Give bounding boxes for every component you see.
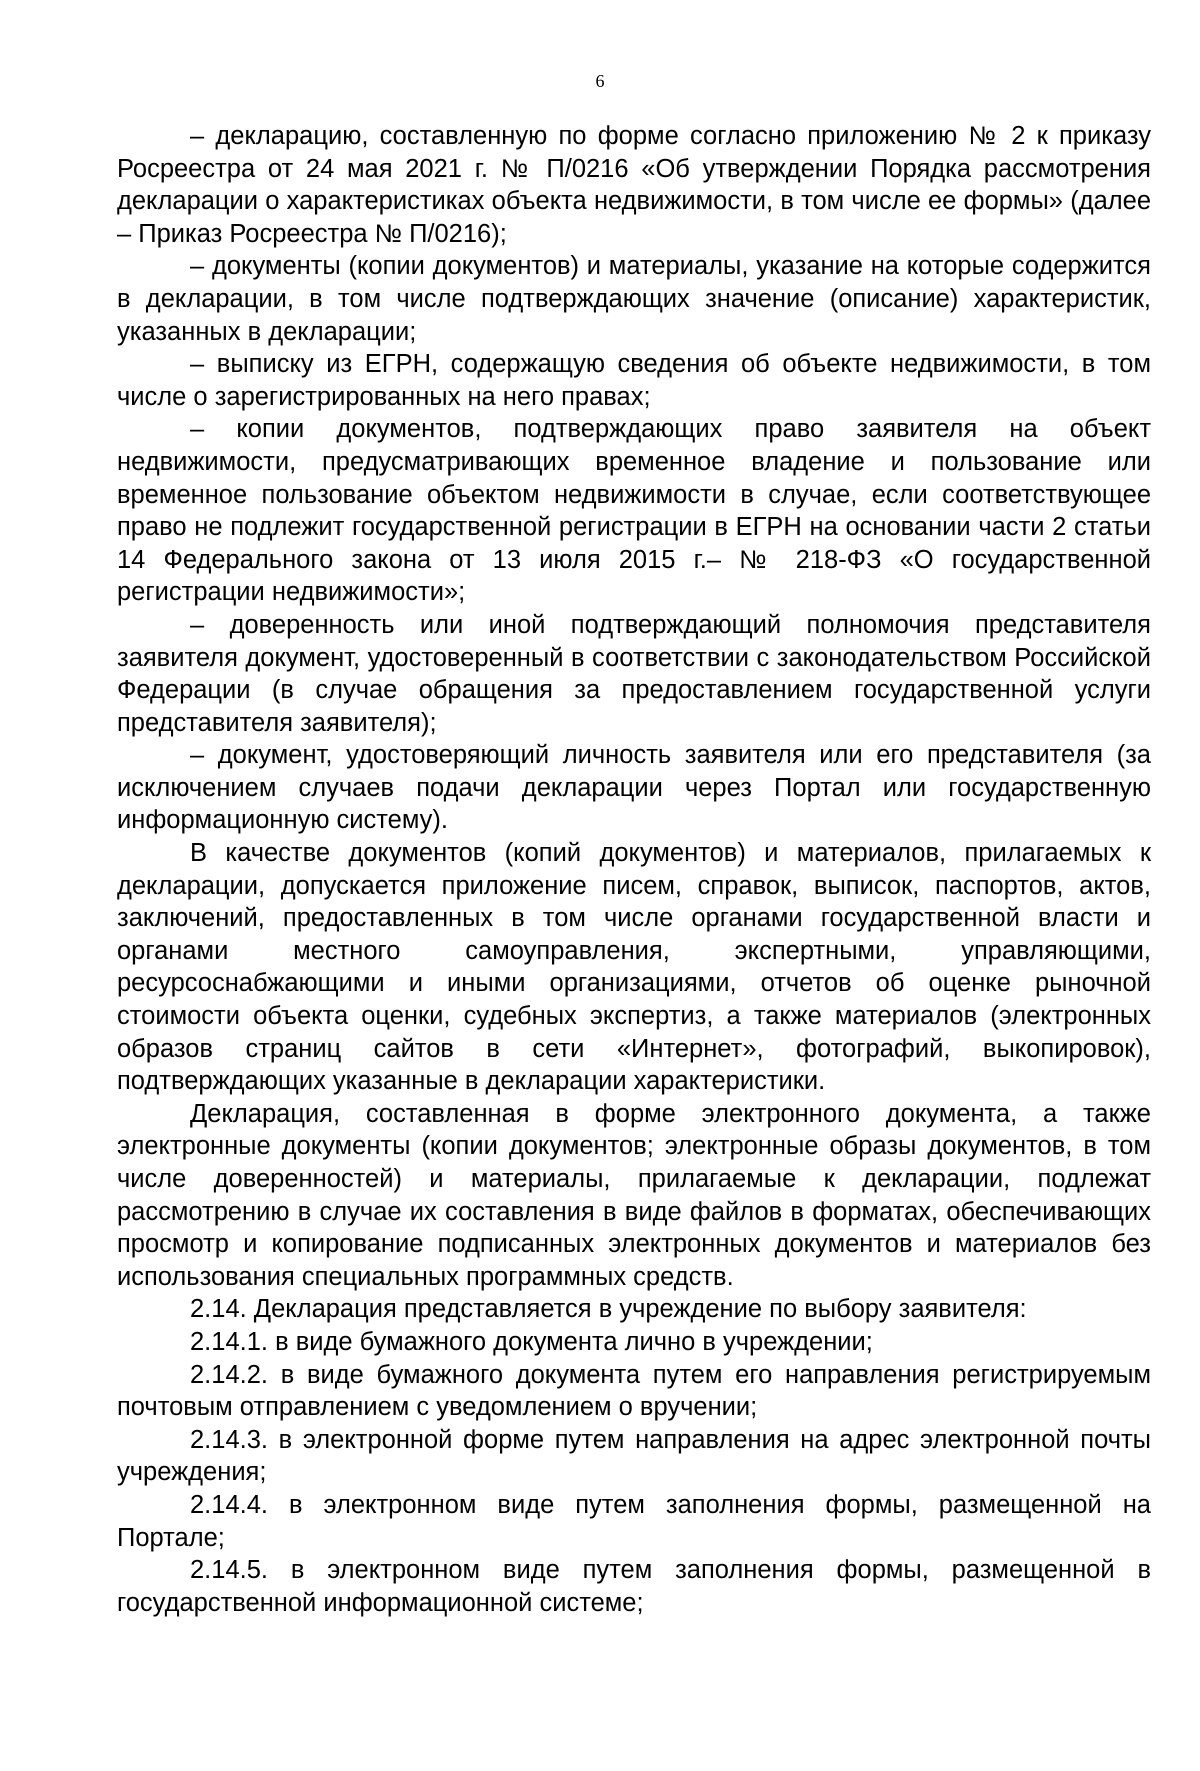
paragraph-2-14-3: 2.14.3. в электронной форме путем направления на адрес электронной почты учреждения; <box>117 1425 1151 1487</box>
page-number: 6 <box>595 71 605 91</box>
document-body <box>117 120 1151 1619</box>
paragraph-documents-materials: – документы (копии документов) и материалы, указание на которые содержится в декларации, в том числе подтверждающих значение (описание) характеристик, указанных в декларации; <box>117 252 1151 346</box>
paragraph-attached-materials: В качестве документов (копий документов) и материалов, прилагаемых к декларации, допускается приложение писем, справок, выписок, паспортов, актов, заключений, предоставленных в том числе органами государственной власти и органами местного самоуправления, экспертными, управляющими, ресурсоснабжающими и иными организациями, отчетов об оценке рыночной стоимости объекта оценки, судебных экспертиз, а также материалов (электронных образов страниц сайтов в сети «Интернет», фотографий, выкопировок), подтверждающих указанные в декларации характеристики. <box>117 839 1151 1096</box>
paragraph-2-14-5: 2.14.5. в электронном виде путем заполнения формы, размещенной в государственной информационной системе; <box>117 1556 1151 1617</box>
paragraph-identity-document: – документ, удостоверяющий личность заявителя или его представителя (за исключением случаев подачи декларации через Портал или государственную информационную систему). <box>117 741 1151 835</box>
paragraph-2-14-4: 2.14.4. в электронном виде путем заполнения формы, размещенной на Портале; <box>117 1490 1151 1552</box>
paragraph-power-of-attorney: – доверенность или иной подтверждающий полномочия представителя заявителя документ, удостоверенный в соответствии с законодательством Российской Федерации (в случае обращения за предоставлением государственной услуги представителя заявителя); <box>117 610 1151 737</box>
paragraph-declaration: – декларацию, составленную по форме согласно приложению № 2 к приказу Росреестра от 24 мая 2021 г. № П/0216 «Об утверждении Порядка рассмотрения декларации о характеристиках объекта недвижимости, в том числе ее формы» (далее – Приказ Росреестра № П/0216); <box>117 122 1151 248</box>
paragraph-2-14-1: 2.14.1. в виде бумажного документа лично в учреждении; <box>190 1327 873 1356</box>
paragraph-rights-documents: – копии документов, подтверждающих право заявителя на объект недвижимости, предусматривающих временное владение и пользование или временное пользование объектом недвижимости в случае, если соответствующее право не подлежит государственной регистрации в ЕГРН на основании части 2 статьи 14 Федерального закона от 13 июля 2015 г.– № 218-ФЗ «О государственной регистрации недвижимости»; <box>117 415 1151 607</box>
paragraph-egrn-extract: – выписку из ЕГРН, содержащую сведения об объекте недвижимости, в том числе о зарегистрированных на него правах; <box>117 350 1151 411</box>
paragraph-2-14-2: 2.14.2. в виде бумажного документа путем его направления регистрируемым почтовым отправлением с уведомлением о вручении; <box>117 1360 1151 1422</box>
paragraph-electronic-declaration: Декларация, составленная в форме электронного документа, а также электронные документы (копии документов; электронные образы документов, в том числе доверенностей) и материалы, прилагаемые к декларации, подлежат рассмотрению в случае их составления в виде файлов в форматах, обеспечивающих просмотр и копирование подписанных электронных документов и материалов без использования специальных программных средств. <box>117 1099 1151 1291</box>
paragraph-2-14: 2.14. Декларация представляется в учреждение по выбору заявителя: <box>190 1295 1027 1324</box>
